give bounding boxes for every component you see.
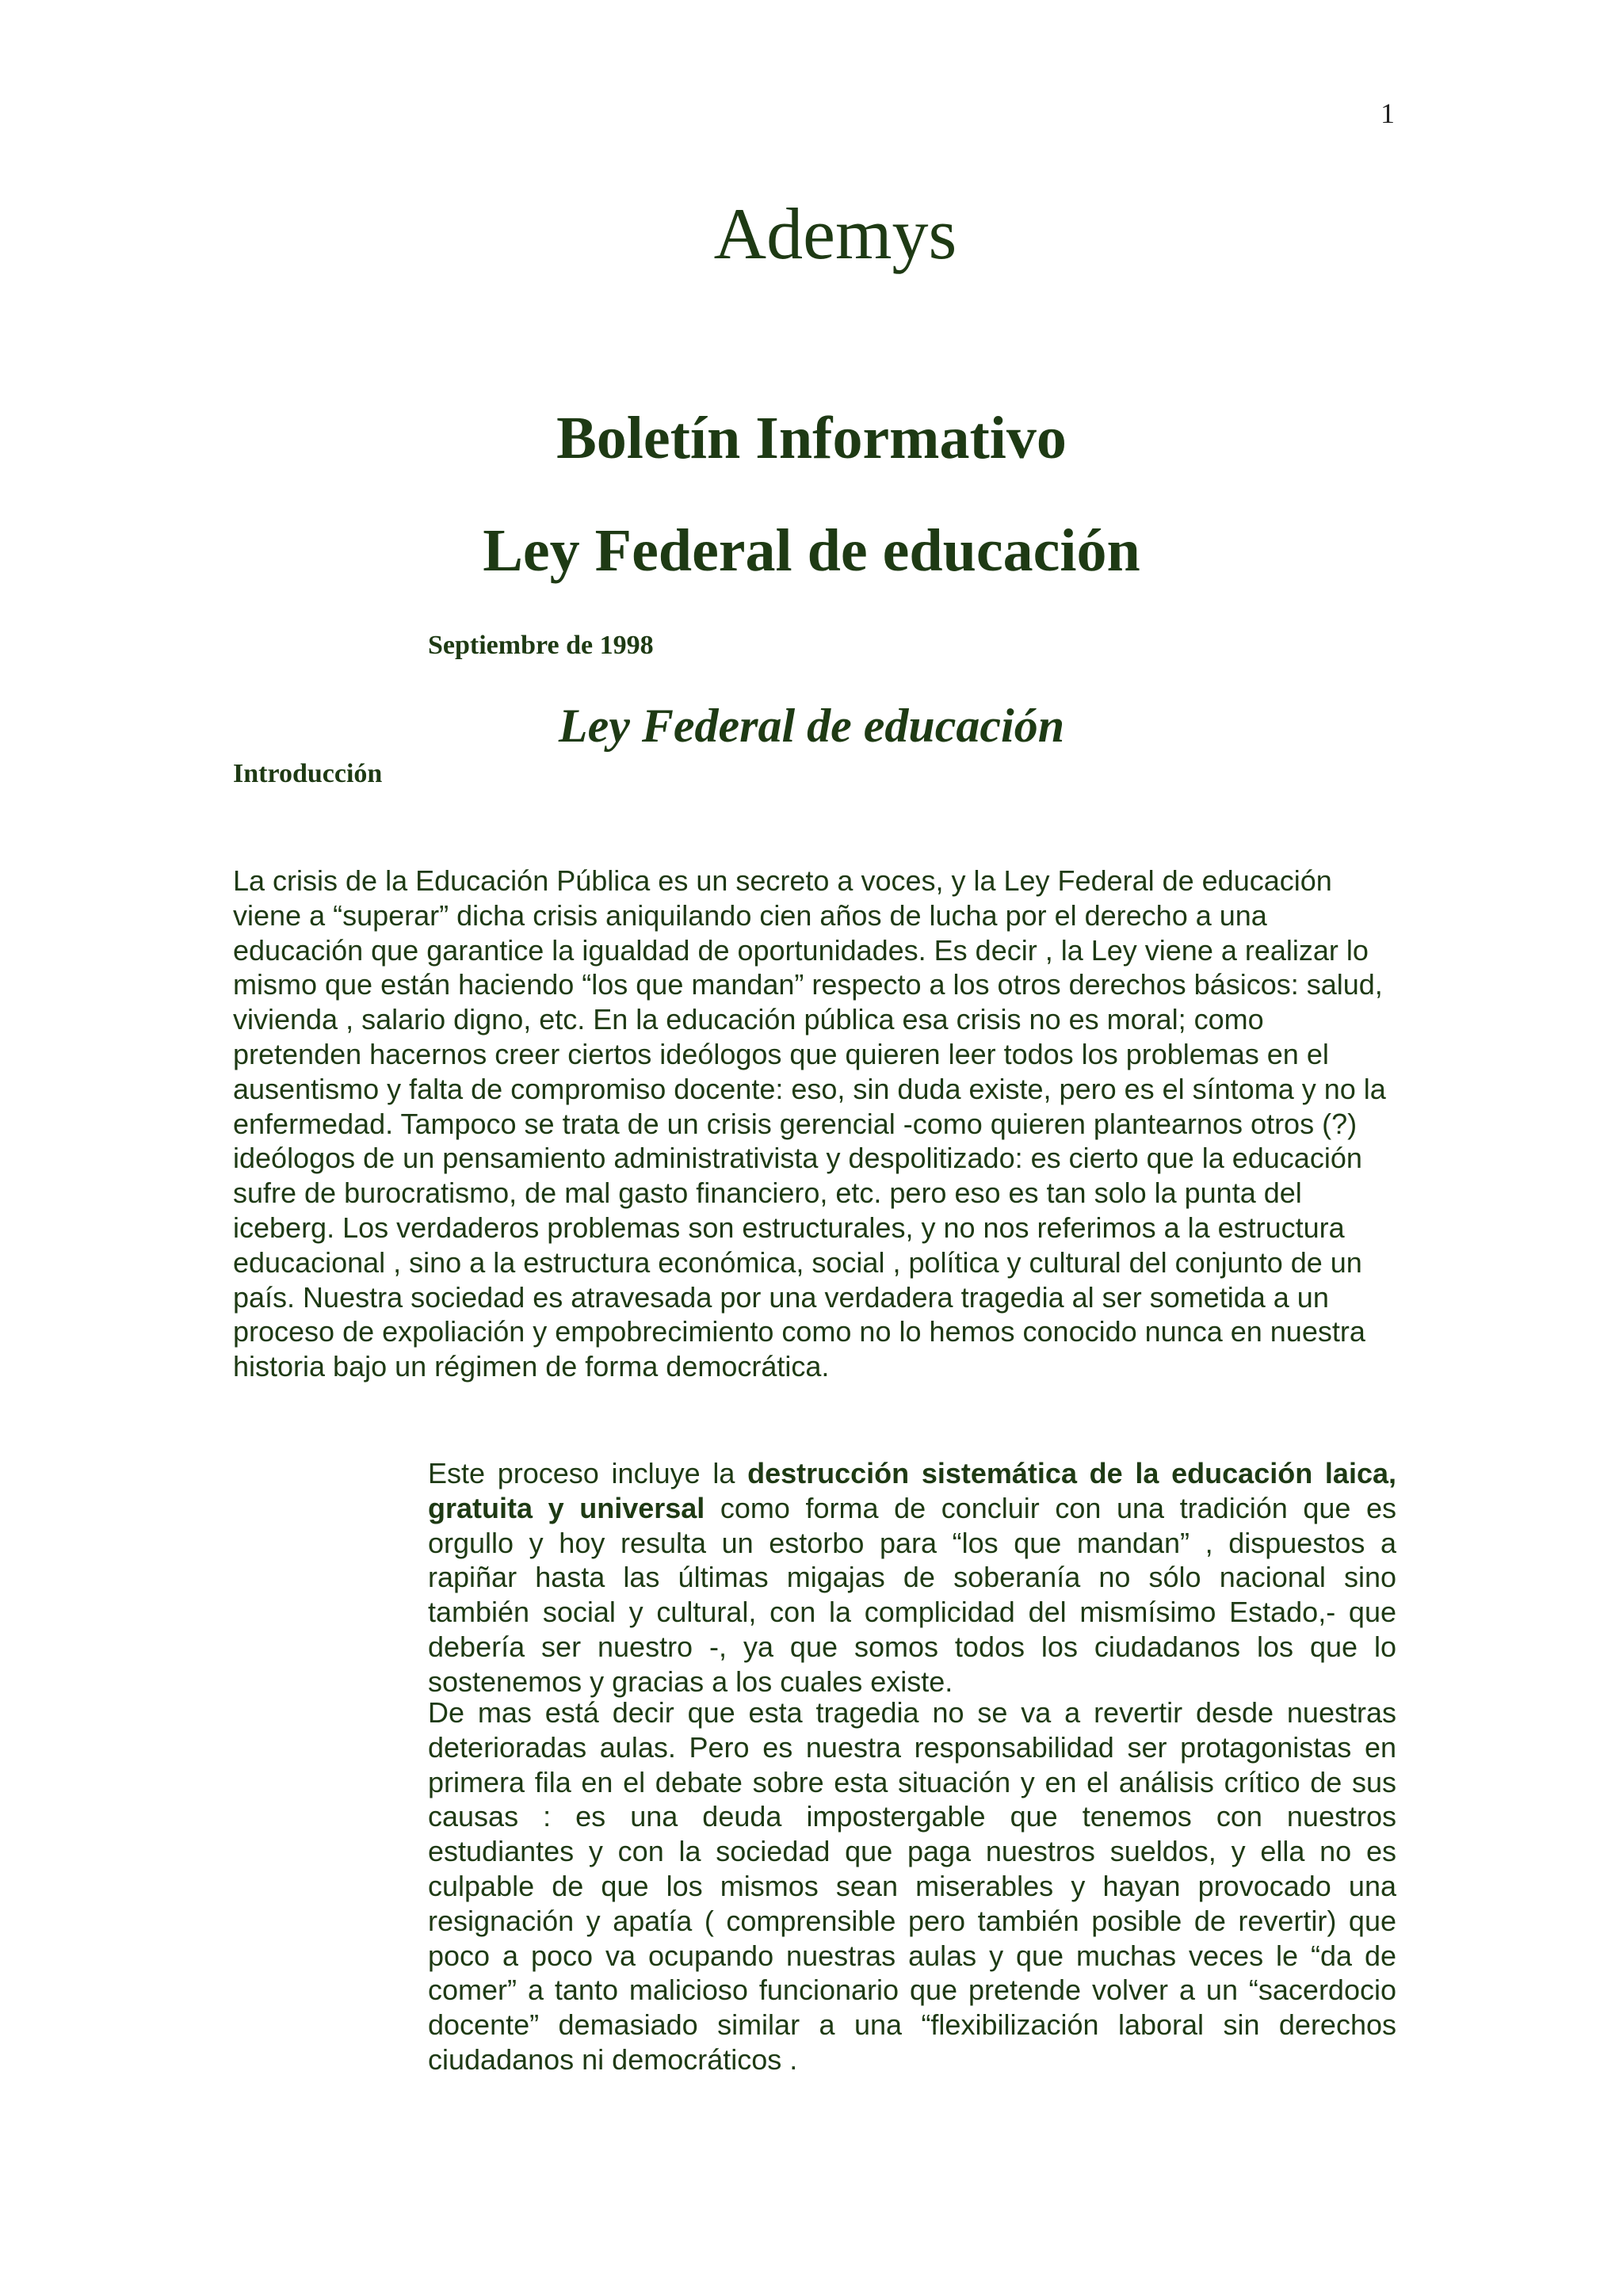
law-title: Ley Federal de educación	[483, 517, 1140, 584]
body-paragraph-2	[428, 1456, 1396, 1699]
date-line: Septiembre de 1998	[428, 631, 654, 660]
bulletin-title: Boletín Informativo	[556, 405, 1067, 471]
paragraph-2-bold: destrucción sistemática de la educación laica, gratuita y universal	[428, 1457, 1396, 1524]
section-title: Ley Federal de educación	[558, 700, 1065, 752]
body-paragraph-1: La crisis de la Educación Pública es un secreto a voces, y la Ley Federal de educación viene a “superar” dicha crisis aniquilando cien años de lucha por el derecho a una educación que garantice la igualdad de oportunidades. Es decir , la Ley viene a realizar lo mismo que están haciendo “los que mandan” respecto a los otros derechos básicos: salud, vivienda , salario digno, etc. En la educación pública esa crisis no es moral; como pretenden hacernos creer ciertos ideólogos que quieren leer todos los problemas en el ausentismo y falta de compromiso docente: eso, sin duda existe, pero es el síntoma y no la enfermedad. Tampoco se trata de un crisis gerencial -como quieren plantearnos otros (?) ideólogos de un pensamiento administrativista y despolitizado: es cierto que la educación sufre de burocratismo, de mal gasto financiero, etc. pero eso es tan solo la punta del iceberg. Los verdaderos problemas son estructurales, y no nos referimos a la estructura educacional , sino a la estructura económica, social , política y cultural del conjunto de un país. Nuestra sociedad es atravesada por una verdadera tragedia al ser sometida a un proceso de expoliación y empobrecimiento como no lo hemos conocido nunca en nuestra historia bajo un régimen de forma democrática.	[233, 864, 1386, 1383]
paragraph-2-end: como forma de concluir con una tradición que es orgullo y hoy resulta un estorbo para “los que mandan” , dispuestos a rapiñar hasta las últimas migajas de soberanía no sólo nacional sino también social y cultural, con la complicidad del mismísimo Estado,- que debería ser nuestro -, ya que somos todos los ciudadanos los que lo sostenemos y gracias a los cuales existe.	[428, 1491, 1396, 1698]
paragraph-2-start: Este proceso incluye la	[428, 1457, 748, 1489]
page-number: 1	[1381, 97, 1395, 129]
organization-title: Ademys	[713, 193, 957, 274]
intro-label: Introducción	[233, 759, 383, 788]
body-paragraph-3: De mas está decir que esta tragedia no se va a revertir desde nuestras deterioradas aulas. Pero es nuestra responsabilidad ser protagonistas en primera fila en el debate sobre esta situación y en el análisis crítico de sus causas : es una deuda impostergable que tenemos con nuestros estudiantes y con la sociedad que paga nuestros sueldos, y ella no es culpable de que los mismos sean miserables y hayan provocado una resignación y apatía ( comprensible pero también posible de revertir) que poco a poco va ocupando nuestras aulas y que muchas veces le “da de comer” a tanto malicioso funcionario que pretende volver a un “sacerdocio docente” demasiado similar a una “flexibilización laboral sin derechos ciudadanos ni democráticos .	[428, 1696, 1396, 2076]
